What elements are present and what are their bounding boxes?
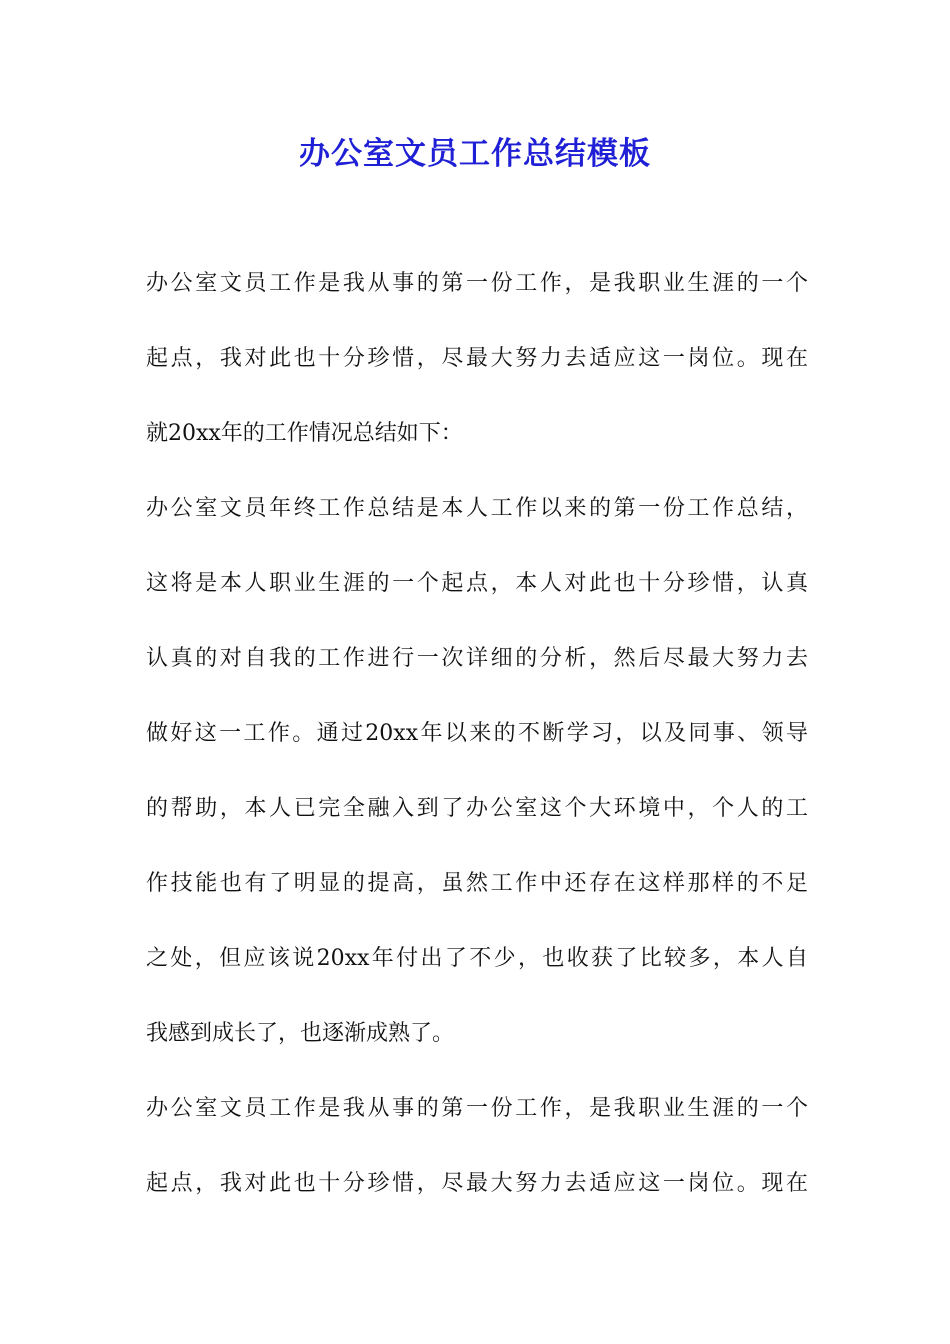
body-line-5: 这将是本人职业生涯的一个起点，本人对此也十分珍惜，认真 (146, 571, 808, 596)
body-line-6: 认真的对自我的工作进行一次详细的分析，然后尽最大努力去 (146, 646, 808, 671)
body-line-12: 办公室文员工作是我从事的第一份工作，是我职业生涯的一个 (146, 1096, 808, 1121)
body-line-9: 作技能也有了明显的提高，虽然工作中还存在这样那样的不足 (146, 871, 808, 896)
body-line-10: 之处，但应该说20xx年付出了不少，也收获了比较多，本人自 (146, 946, 808, 971)
body-line-4: 办公室文员年终工作总结是本人工作以来的第一份工作总结， (146, 496, 808, 521)
body-line-7: 做好这一工作。通过20xx年以来的不断学习，以及同事、领导 (146, 721, 808, 746)
body-line-1: 办公室文员工作是我从事的第一份工作，是我职业生涯的一个 (146, 271, 808, 296)
body-line-8: 的帮助，本人已完全融入到了办公室这个大环境中，个人的工 (146, 796, 808, 821)
body-line-13: 起点，我对此也十分珍惜，尽最大努力去适应这一岗位。现在 (146, 1171, 808, 1196)
document-title: 办公室文员工作总结模板 (299, 136, 651, 172)
body-line-3: 就20xx年的工作情况总结如下： (146, 421, 463, 446)
body-line-11: 我感到成长了，也逐渐成熟了。 (146, 1021, 455, 1046)
body-line-2: 起点，我对此也十分珍惜，尽最大努力去适应这一岗位。现在 (146, 346, 808, 371)
